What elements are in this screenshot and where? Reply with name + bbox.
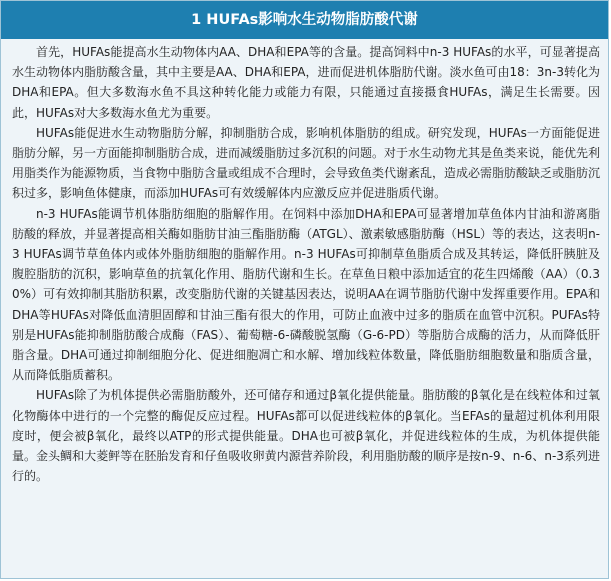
paragraph-1: 首先，HUFAs能提高水生动物体内AA、DHA和EPA等的含量。提高饲料中n-3 HUFAs的水平，可显著提高水生动物体内脂肪酸含量，其中主要是AA、DHA和EPA，进而促进机体脂肪代谢。淡水鱼可由18：3n-3转化为DHA和EPA。但大多数海水鱼不具这种转化能力或能力有限，只能通过直接摄食HUFAs，满足生长需要。因此，HUFAs对大多数海水鱼尤为重要。 xyxy=(12,45,600,120)
paragraph-4: HUFAs除了为机体提供必需脂肪酸外，还可储存和通过β氧化提供能量。脂肪酸的β氧化是在线粒体和过氧化物酶体中进行的一个完整的酶促反应过程。HUFAs都可以促进线粒体的β氧化。当EFAs的量超过机体利用限度时，便会被β氧化，最终以ATP的形式提供能量。DHA也可被β氧化，并促进线粒体的生成，为机体提供能量。金头鲷和大菱鲆等在胚胎发育和仔鱼吸收卵黄内源营养阶段，利用脂肪酸的顺序是按n-9、n-6、n-3系列进行的。 xyxy=(12,388,600,484)
article-title: 1 HUFAs影响水生动物脂肪酸代谢 xyxy=(1,1,608,39)
article-body xyxy=(12,42,600,486)
paragraph-2: HUFAs能促进水生动物脂肪分解，抑制脂肪合成，影响机体脂肪的组成。研究发现，HUFAs一方面能促进脂肪分解，另一方面能抑制脂肪合成，进而减缓脂肪过多沉积的问题。对于水生动物尤其是鱼类来说，能优先利用脂类作为能源物质，当食物中脂肪含量或组成不合理时，会导致鱼类代谢紊乱，造成必需脂肪酸缺乏或脂肪沉积过多，影响鱼体健康，而添加HUFAs可有效缓解体内应激反应并促进脂质代谢。 xyxy=(12,125,601,201)
paragraph-3: n-3 HUFAs能调节机体脂肪细胞的脂解作用。在饲料中添加DHA和EPA可显著增加草鱼体内甘油和游离脂肪酸的释放，并显著提高相关酶如脂肪甘油三酯脂肪酶（ATGL）、激素敏感脂肪酶（HSL）等的表达，这表明n-3 HUFAs调节草鱼体内或体外脂肪细胞的脂解作用。n-3 HUFAs可抑制草鱼脂质合成及其转运，降低肝胰脏及腹腔脂肪的沉积，影响草鱼的抗氧化作用、脂肪代谢和生长。在草鱼日粮中添加适宜的花生四烯酸（AA）（0.30%）可有效抑制其脂肪积累，改变脂肪代谢的关键基因表达，说明AA在调节脂肪代谢中发挥重要作用。EPA和DHA等HUFAs对降低血清胆固醇和甘油三酯有很大的作用，可防止血液中过多的脂质在血管中沉积。PUFAs特别是HUFAs能抑制脂肪酸合成酶（FAS）、葡萄糖-6-磷酸脱氢酶（G-6-PD）等脂肪合成酶的活力，从而降低肝脂含量。DHA可通过抑制细胞分化、促进细胞凋亡和水解、增加线粒体数量，降低脂肪细胞数量和脂质含量，从而降低脂质蓄积。 xyxy=(12,206,600,383)
